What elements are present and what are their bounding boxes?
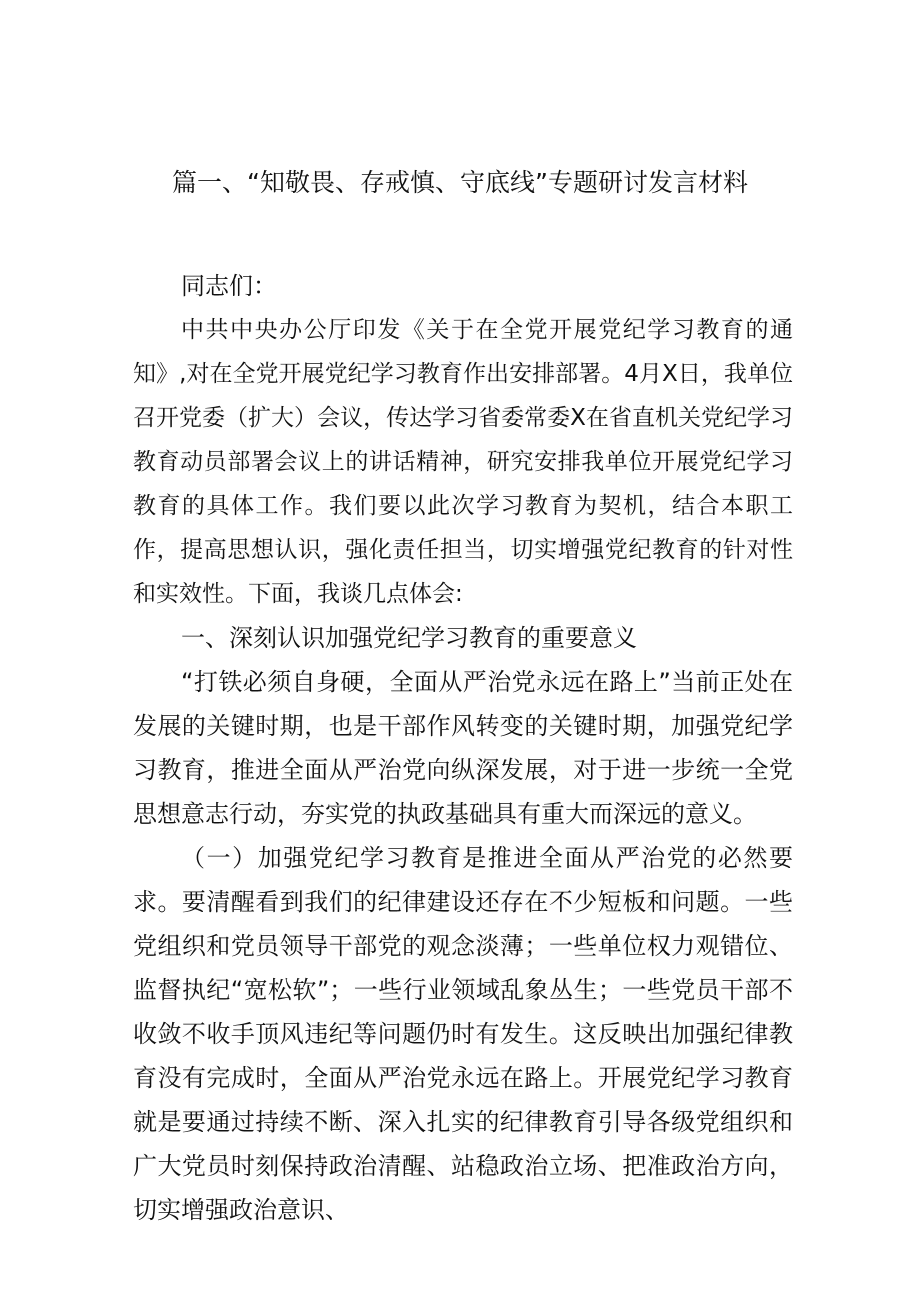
paragraph-significance: “打铁必须自身硬，全面从严治党永远在路上”当前正处在发展的关键时期，也是干部作风转变的关键时期，加强党纪学习教育，推进全面从严治党向纵深发展，对于进一步统一全党思想意志行动，夯实党的执政基础具有重大而深远的意义。 <box>133 668 793 828</box>
document-title: 篇一、“知敬畏、存戒慎、守底线”专题研讨发言材料 <box>172 168 748 197</box>
document-body <box>133 264 793 1232</box>
greeting: 同志们： <box>181 272 277 300</box>
paragraph-intro: 中共中央办公厅印发《关于在全党开展党纪学习教育的通知》,对在全党开展党纪学习教育作出安排部署。4月X日，我单位召开党委（扩大）会议，传达学习省委常委X在省直机关党纪学习教育动员部署会议上的讲话精神，研究安排我单位开展党纪学习教育的具体工作。我们要以此次学习教育为契机，结合本职工作，提高思想认识，强化责任担当，切实增强党纪教育的针对性和实效性。下面，我谈几点体会: <box>133 317 793 607</box>
section-heading: 一、深刻认识加强党纪学习教育的重要意义 <box>181 624 637 652</box>
paragraph-subsection-one: （一）加强党纪学习教育是推进全面从严治党的必然要求。要清醒看到我们的纪律建设还存在不少短板和问题。一些党组织和党员领导干部党的观念淡薄；一些单位权力观错位、监督执纪“宽松软”；一些行业领域乱象丛生；一些党员干部不收敛不收手顶风违纪等问题仍时有发生。这反映出加强纪律教育没有完成时，全面从严治党永远在路上。开展党纪学习教育就是要通过持续不断、深入扎实的纪律教育引导各级党组织和广大党员时刻保持政治清醒、站稳政治立场、把准政治方向，切实增强政治意识、 <box>133 844 793 1224</box>
